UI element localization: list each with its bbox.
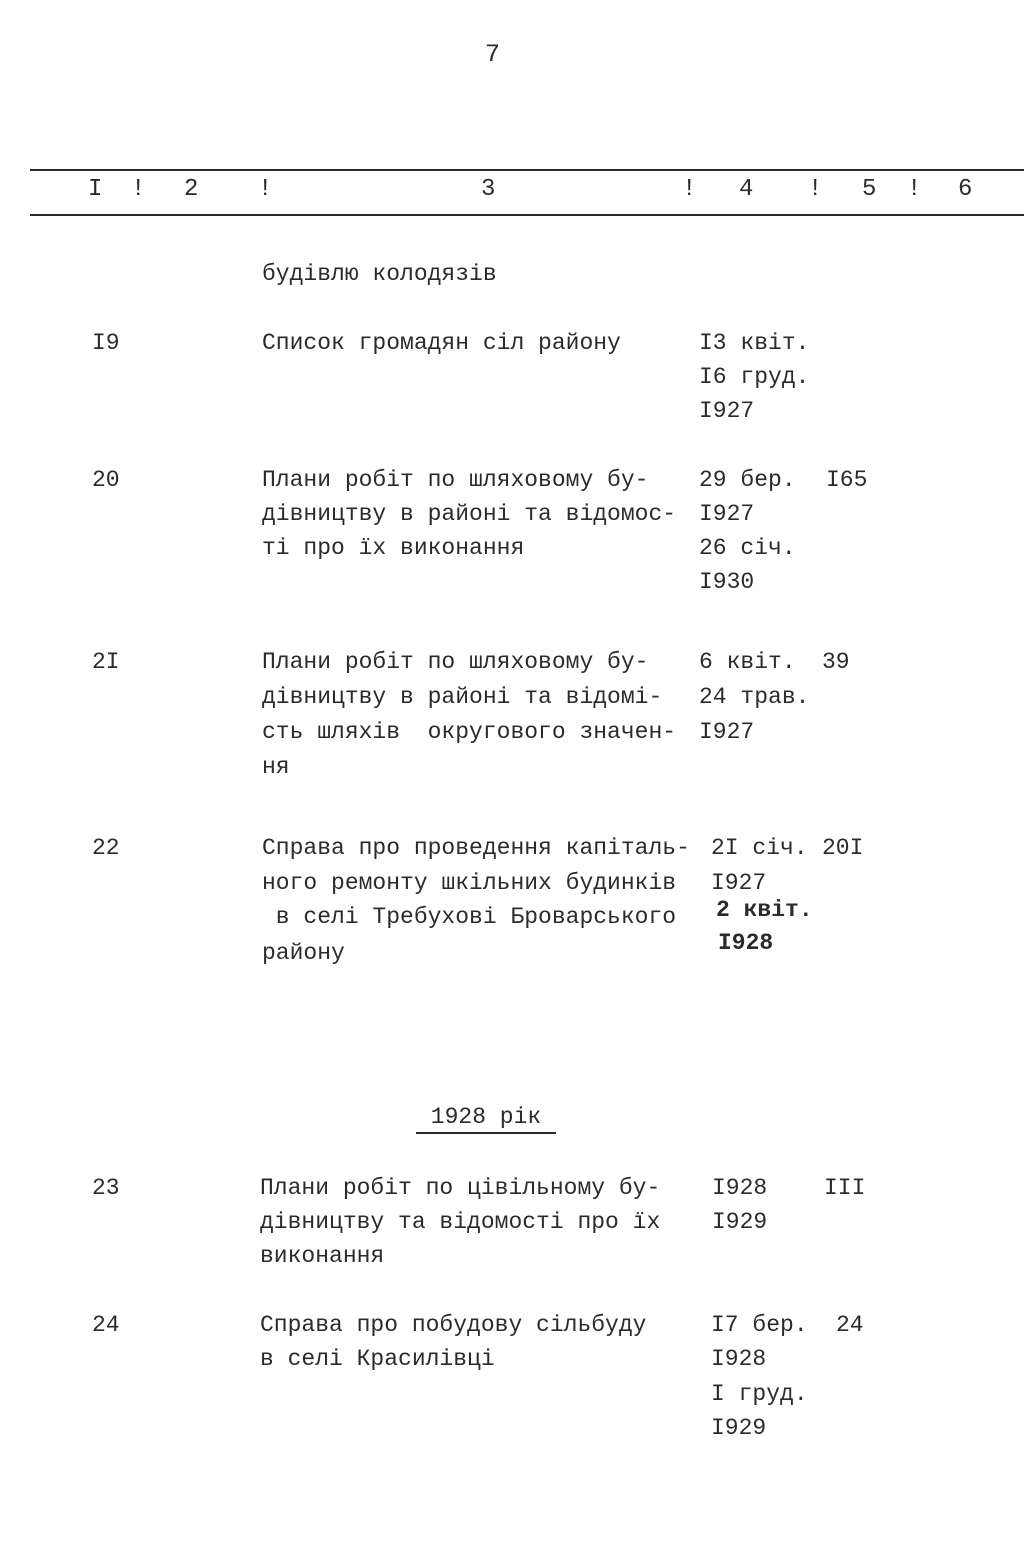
record-title-line: району — [262, 940, 345, 966]
record-number: I9 — [92, 330, 120, 356]
record-date-line: I929 — [712, 1209, 768, 1235]
header-sep: ! — [682, 176, 697, 203]
record-title-line: Плани робіт по шляховому бу- — [262, 467, 649, 493]
record-number: 20 — [92, 467, 120, 493]
record-title-line: Справа про побудову сільбуду — [260, 1312, 647, 1338]
section-heading: 1928 рік — [416, 1104, 556, 1134]
record-number: 2I — [92, 649, 120, 675]
record-date-line: I930 — [699, 569, 755, 595]
record-title-line: в селі Красилівці — [260, 1346, 495, 1372]
record-sheet-count: 20I — [822, 835, 864, 861]
page-number: 7 — [485, 40, 501, 69]
record-title-line: дівництву та відомості про їх — [260, 1209, 661, 1235]
record-title-line: сть шляхів округового значен- — [262, 719, 677, 745]
header-col-4: 4 — [739, 176, 754, 203]
record-date-line: I груд. — [711, 1381, 808, 1407]
record-title-line: Справа про проведення капіталь- — [262, 835, 690, 861]
record-title-line: Список громадян сіл району — [262, 330, 621, 356]
record-title-line: виконання — [260, 1243, 385, 1269]
header-sep: ! — [907, 176, 922, 203]
record-title-line: Плани робіт по шляховому бу- — [262, 649, 649, 675]
header-col-3: 3 — [481, 176, 496, 203]
header-col-5: 5 — [862, 176, 877, 203]
record-date-line: I927 — [699, 501, 755, 527]
header-col-6: 6 — [958, 176, 973, 203]
record-sheet-count: 39 — [822, 649, 850, 675]
record-number: 23 — [92, 1175, 120, 1201]
record-date-line: 24 трав. — [699, 684, 810, 710]
header-col-1: I — [88, 176, 103, 203]
record-title-line: ня — [262, 754, 290, 780]
header-top-rule — [30, 169, 1024, 171]
header-sep: ! — [258, 176, 273, 203]
header-col-2: 2 — [184, 176, 199, 203]
header-sep: ! — [808, 176, 823, 203]
record-sheet-count: III — [824, 1175, 866, 1201]
record-date-line: 2I січ. — [711, 835, 808, 861]
record-date-line: I7 бер. — [711, 1312, 808, 1338]
record-date-line: I927 — [699, 719, 755, 745]
record-date-line: 6 квіт. — [699, 649, 796, 675]
record-title-line: дівництву в районі та відомос- — [262, 501, 677, 527]
record-date-line: I3 квіт. — [699, 330, 810, 356]
record-date-line: I928 — [718, 930, 774, 956]
header-sep: ! — [131, 176, 146, 203]
record-number: 22 — [92, 835, 120, 861]
record-date-line: I928 — [712, 1175, 768, 1201]
record-number: 24 — [92, 1312, 120, 1338]
record-date-line: 26 січ. — [699, 535, 796, 561]
record-title-line: ті про їх виконання — [262, 535, 525, 561]
record-sheet-count: I65 — [826, 467, 868, 493]
record-date-line: 2 квіт. — [716, 897, 813, 923]
record-title-line: дівництву в районі та відомі- — [262, 684, 663, 710]
record-date-line: I929 — [711, 1415, 767, 1441]
record-title-line: Плани робіт по цівільному бу- — [260, 1175, 661, 1201]
record-date-line: I927 — [711, 870, 767, 896]
continuation-text: будівлю колодязів — [262, 261, 497, 287]
record-title-line: ного ремонту шкільних будинків — [262, 870, 677, 896]
record-date-line: 29 бер. — [699, 467, 796, 493]
record-date-line: I928 — [711, 1346, 767, 1372]
record-title-line: в селі Требухові Броварського — [262, 904, 677, 930]
record-sheet-count: 24 — [836, 1312, 864, 1338]
record-date-line: I927 — [699, 398, 755, 424]
header-bottom-rule — [30, 214, 1024, 216]
record-date-line: I6 груд. — [699, 364, 810, 390]
